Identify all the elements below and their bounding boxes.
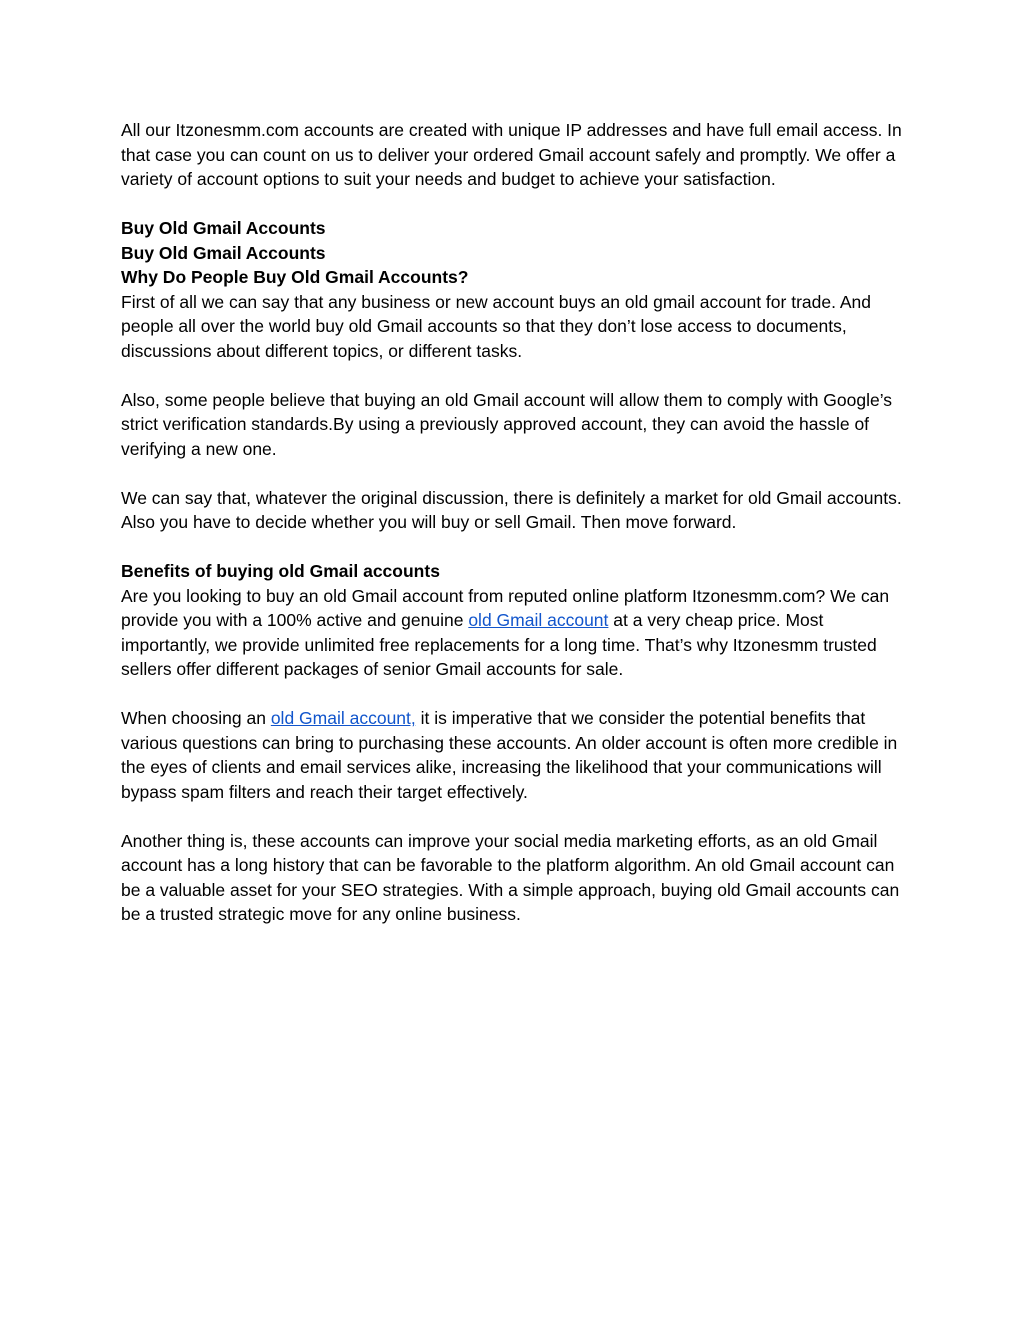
paragraph-benefits xyxy=(121,584,903,682)
text-segment: it is imperative that we consider the potential benefits that various questions can bring to purchasing these accounts. An older account is often more credible in the eyes of clients and email services alike, increasing the likelihood that your communications will bypass spam filters and reach their target effectively. xyxy=(121,708,898,802)
paragraph-choosing xyxy=(121,706,903,804)
heading-why-do-people-buy: Why Do People Buy Old Gmail Accounts? xyxy=(121,267,469,287)
heading-benefits: Benefits of buying old Gmail accounts xyxy=(121,561,440,581)
old-gmail-account-link-1[interactable]: old Gmail account xyxy=(468,610,609,630)
text-segment: at a very cheap price. Most importantly, we provide unlimited free replacements for a long time. That’s why Itzonesmm trusted sellers offer different packages of senior Gmail accounts for sale. xyxy=(121,610,877,679)
paragraph-intro: All our Itzonesmm.com accounts are created with unique IP addresses and have full email access. In that case you can count on us to deliver your ordered Gmail account safely and promptly. We offer a variety of account options to suit your needs and budget to achieve your satisfaction. xyxy=(121,120,902,189)
paragraph-market: We can say that, whatever the original discussion, there is definitely a market for old Gmail accounts. Also you have to decide whether you will buy or sell Gmail. Then move forward. xyxy=(121,487,902,532)
paragraph-why: First of all we can say that any business or new account buys an old gmail account for trade. And people all over the world buy old Gmail accounts so that they don’t lose access to documents, discussions about different topics, or different tasks. xyxy=(121,291,871,361)
text-segment: When choosing an xyxy=(121,708,271,728)
paragraph-also: Also, some people believe that buying an old Gmail account will allow them to comply with Google’s strict verification standards.By using a previously approved account, they can avoid the hassle of verifying a new one. xyxy=(121,389,893,459)
paragraph-another: Another thing is, these accounts can improve your social media marketing efforts, as an old Gmail account has a long history that can be favorable to the platform algorithm. An old Gmail account can be a valuable asset for your SEO strategies. With a simple approach, buying old Gmail accounts can be a trusted strategic move for any online business. xyxy=(121,830,900,924)
heading-buy-old-gmail-accounts-2: Buy Old Gmail Accounts xyxy=(121,242,326,263)
text-segment: Are you looking to buy an old Gmail account from reputed online platform Itzonesmm.com? We can provide you with a 100% active and genuine xyxy=(121,585,890,630)
old-gmail-account-link-2[interactable]: old Gmail account, xyxy=(270,708,416,728)
heading-buy-old-gmail-accounts-1: Buy Old Gmail Accounts xyxy=(121,218,326,238)
